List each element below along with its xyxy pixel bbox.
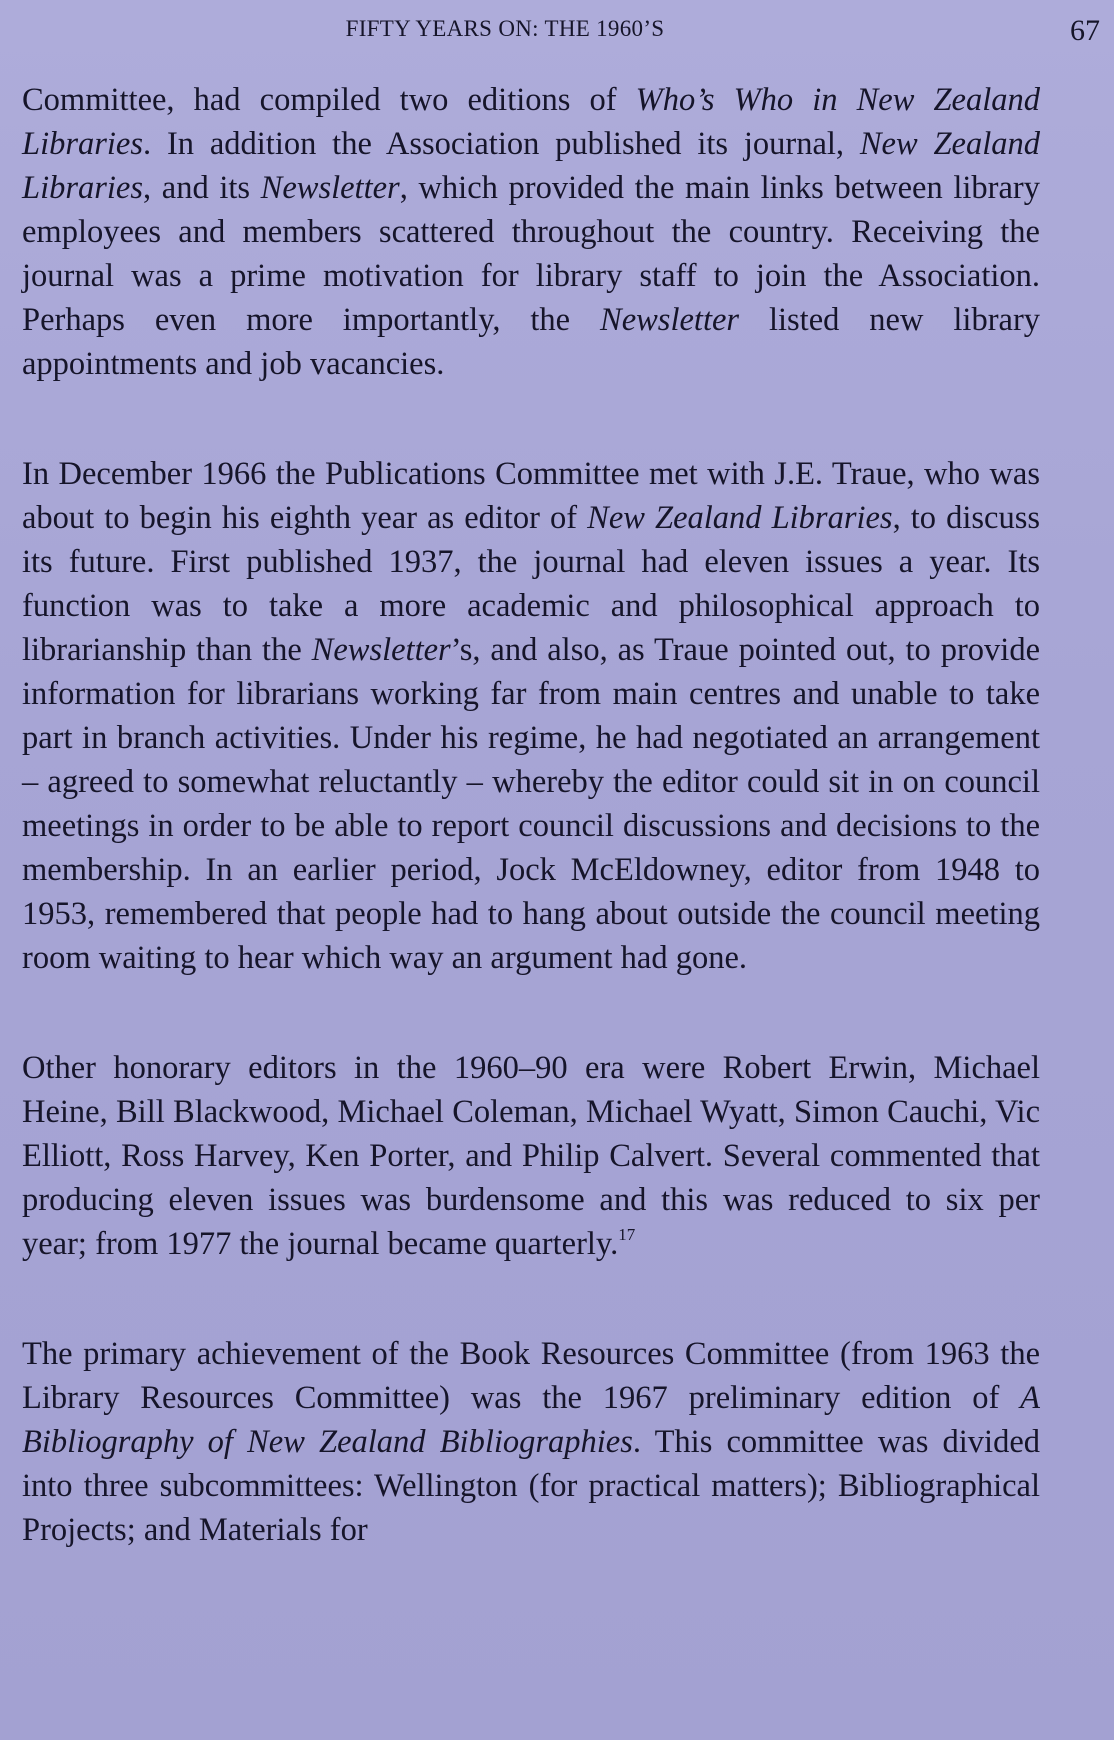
running-head: FIFTY YEARS ON: THE 1960’S <box>345 16 665 41</box>
text-segment: Other honorary editors in the 1960–90 era were Robert Erwin, Michael Heine, Bill Blackwood, Michael Coleman, Michael Wyatt, Simon Cauchi, Vic Elliott, Ross Harvey, Ken Porter, and Philip Calvert. Several commented that producing eleven issues was burdensome and this was reduced to six per year; from 1977 the journal became quarterly. <box>22 1050 1040 1262</box>
text-segment: The primary achievement of the Book Resources Committee (from 1963 the Library Resources Committee) was the 1967 preliminary edition of <box>22 1336 1040 1416</box>
paragraph-2 <box>22 452 1040 980</box>
footnote-ref: 17 <box>618 1225 636 1245</box>
paragraph-4 <box>22 1332 1040 1552</box>
text-segment: . This committee was divided into three subcommittees: Wellington (for practical matters); Bibliographical Projects; and Materials for <box>22 1424 1040 1548</box>
text-segment-italic: Newsletter <box>600 302 740 338</box>
text-segment: ’s, and also, as Traue pointed out, to provide information for librarians working far from main centres and unable to take part in branch activities. Under his regime, he had negotiated an arrangement – agreed to somewhat reluctantly – whereby the editor could sit in on council meetings in order to be able to report council discussions and decisions to the membership. In an earlier period, Jock McEldowney, editor from 1948 to 1953, remembered that people had to hang about outside the council meeting room waiting to hear which way an argument had gone. <box>22 632 1041 976</box>
text-segment-italic: New Zealand Libraries <box>22 126 1040 206</box>
paragraph-1 <box>22 78 1040 386</box>
text-segment-italic: Who’s Who in New Zealand Libraries <box>22 82 1041 162</box>
text-segment-italic: Newsletter <box>260 170 400 206</box>
text-segment: , to discuss its future. First published 1937, the journal had eleven issues a year. Its function was to take a more academic and philosophical approach to librarianship than the <box>22 500 1040 668</box>
text-segment: , which provided the main links between library employees and members scattered throughout the country. Receiving the journal was a prime motivation for library staff to join the Association. Perhaps even more importantly, the <box>22 170 1040 338</box>
text-segment: listed new library appointments and job vacancies. <box>22 302 1041 382</box>
text-segment: , and its <box>143 170 261 206</box>
text-segment-italic: A Bibliography of New Zealand Bibliographies <box>22 1380 1040 1460</box>
text-segment: In December 1966 the Publications Committee met with J.E. Traue, who was about to begin his eighth year as editor of <box>22 456 1040 536</box>
text-segment: . In addition the Association published its journal, <box>143 126 860 162</box>
page-number: 67 <box>1070 14 1100 47</box>
text-segment-italic: New Zealand Libraries <box>587 500 893 536</box>
text-segment: Committee, had compiled two editions of <box>22 82 636 118</box>
body-text <box>22 78 1040 1552</box>
paragraph-3 <box>22 1046 1040 1266</box>
text-segment-italic: Newsletter <box>311 632 451 668</box>
